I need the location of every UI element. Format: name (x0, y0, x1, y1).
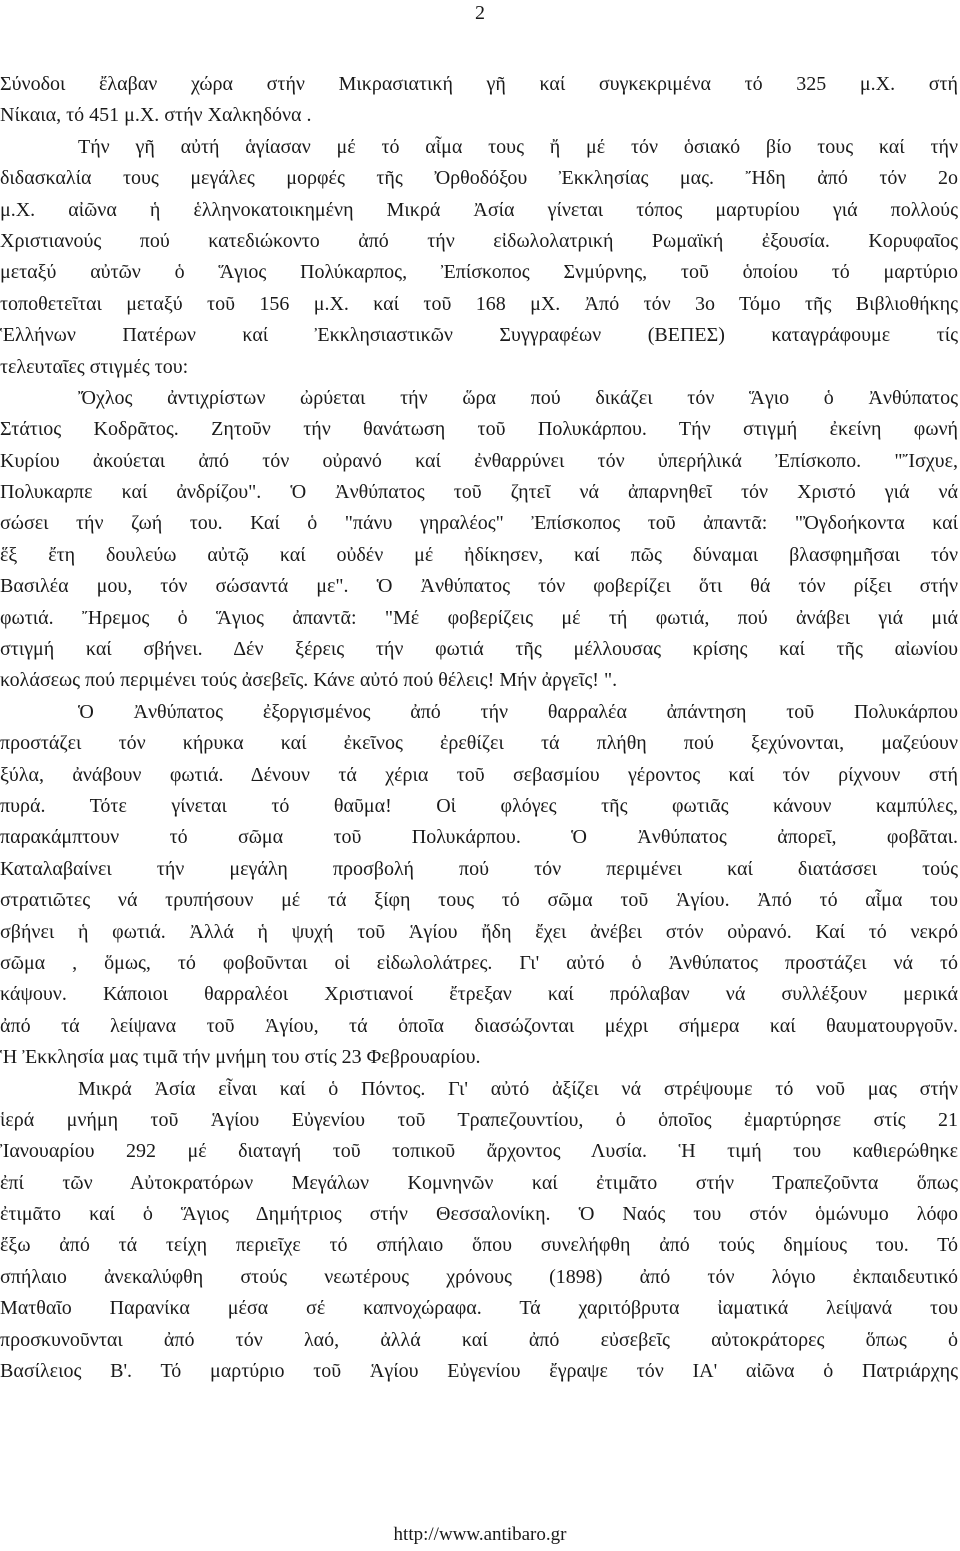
text-line: προστάζει τόν κήρυκα καί ἐκεῖνος ἐρεθίζει τά πλήθη πού ξεχύνονται, μαζεύουν (0, 732, 958, 755)
text-line: Βασίλειος Β'. Τό μαρτύριο τοῦ Ἁγίου Εὐγενίου ἔγραψε τόν ΙΑ' αἰῶνα ὁ Πατριάρχης (0, 1360, 958, 1383)
text-line: σώσει τήν ζωή του. Καί ὁ "πάνυ γηραλέος" Ἐπίσκοπος τοῦ ἀπαντᾶ: "Ὀγδοήκοντα καί (0, 512, 958, 535)
text-line: Κυρίου ἀκούεται ἀπό τόν οὐρανό καί ἐνθαρρύνει τόν ὑπερήλικά Ἐπίσκοπο. "Ἴσχυε, (0, 449, 958, 472)
text-line: παρακάμπτουν τό σῶμα τοῦ Πολυκάρπου. Ὁ Ἀνθύπατος ἀπορεῖ, φοβᾶται. (0, 826, 958, 849)
text-line: προσκυνοῦνται ἀπό τόν λαό, ἀλλά καί ἀπό εὐσεβεῖς αὐτοκράτορες ὅπως ὁ (0, 1328, 958, 1351)
text-line: σπήλαιο ἀνεκαλύφθη στούς νεωτέρους χρόνους (1898) ἀπό τόν λόγιο ἐκπαιδευτικό (0, 1265, 958, 1288)
text-line: ἀπό τά λείψανα τοῦ Ἁγίου, τά ὁποῖα διασώζονται μέχρι σήμερα καί θαυματουργοῦν. (0, 1014, 958, 1037)
text-line: σβήνει ἡ φωτιά. Ἀλλά ἡ ψυχή τοῦ Ἁγίου ἤδη ἔχει ἀνέβει στόν οὐρανό. Καί τό νεκρό (0, 920, 958, 943)
text-line: σῶμα , ὅμως, τό φοβοῦνται οἱ εἰδωλολάτρες. Γι' αὐτό ὁ Ἀνθύπατος προστάζει νά τό (0, 951, 958, 974)
paragraph (0, 1074, 958, 1388)
text-line: ἐπί τῶν Αὐτοκρατόρων Μεγάλων Κομνηνῶν καί ἐτιμᾶτο στήν Τραπεζοῦντα ὅπως (0, 1171, 958, 1194)
text-line: Ἑλλήνων Πατέρων καί Ἐκκλησιαστικῶν Συγγραφέων (ΒΕΠΕΣ) καταγράφουμε τίς (0, 324, 958, 347)
paragraph (0, 383, 958, 697)
text-line: φωτιά. Ἤρεμος ὁ Ἅγιος ἀπαντᾶ: "Μέ φοβερίζεις μέ τή φωτιά, πού ἀνάβει γιά μιά (0, 606, 958, 629)
text-line: Ἡ Ἐκκλησία μας τιμᾶ τήν μνήμη του στίς 23 Φεβρουαρίου. (0, 1046, 481, 1069)
text-line: Καταλαβαίνει τήν μεγάλη προσβολή πού τόν περιμένει καί διατάσσει τούς (0, 857, 958, 880)
paragraph (0, 697, 958, 1074)
text-line: ἐτιμᾶτο καί ὁ Ἅγιος Δημήτριος στήν Θεσσαλονίκη. Ὁ Ναός του στόν ὁμώνυμο λόφο (0, 1203, 958, 1226)
text-line: μ.Χ. αἰῶνα ἡ ἑλληνοκατοικημένη Μικρά Ἀσία γίνεται τόπος μαρτυρίου γιά πολλούς (0, 198, 958, 221)
text-line: Νίκαια, τό 451 μ.Χ. στήν Χαλκηδόνα . (0, 104, 312, 127)
text-line: ξύλα, ἀνάβουν φωτιά. Δένουν τά χέρια τοῦ σεβασμίου γέροντος καί τόν ρίχνουν στή (0, 763, 958, 786)
text-line: Ὁ Ἀνθύπατος ἐξοργισμένος ἀπό τήν θαρραλέα ἀπάντηση τοῦ Πολυκάρπου (78, 700, 958, 723)
page-number: 2 (475, 2, 485, 24)
paragraph (0, 69, 958, 132)
text-line: Μικρά Ἀσία εἶναι καί ὁ Πόντος. Γι' αὐτό ἀξίζει νά στρέψουμε τό νοῦ μας στήν (78, 1077, 958, 1100)
text-line: πυρά. Τότε γίνεται τό θαῦμα! Οἱ φλόγες τῆς φωτιᾶς κάνουν καμπύλες, (0, 794, 958, 817)
text-line: Ἰανουαρίου 292 μέ διαταγή τοῦ τοπικοῦ ἄρχοντος Λυσία. Ἡ τιμή του καθιερώθηκε (0, 1140, 958, 1163)
text-line: κάψουν. Κάποιοι θαρραλέοι Χριστιανοί ἔτρεξαν καί πρόλαβαν νά συλλέξουν μερικά (0, 983, 958, 1006)
text-line: μεταξύ αὐτῶν ὁ Ἅγιος Πολύκαρπος, Ἐπίσκοπος Σνμύρνης, τοῦ ὁποίου τό μαρτύριο (0, 261, 958, 284)
text-line: διδασκαλία τους μεγάλες μορφές τῆς Ὀρθοδόξου Ἐκκλησίας μας. Ἤδη ἀπό τόν 2ο (0, 167, 958, 190)
text-line: Ματθαῖο Παρανίκα μέσα σέ καπνοχώραφα. Τά χαριτόβρυτα ἰαματικά λείψανά του (0, 1297, 958, 1320)
text-line: στρατιῶτες νά τρυπήσουν μέ τά ξίφη τους τό σῶμα τοῦ Ἁγίου. Ἀπό τό αἷμα του (0, 889, 958, 912)
text-line: Ὄχλος ἀντιχρίστων ὠρύεται τήν ὥρα πού δικάζει τόν Ἅγιο ὁ Ἀνθύπατος (78, 386, 958, 409)
text-line: Χριστιανούς πού κατεδιώκοντο ἀπό τήν εἰδωλολατρική Ρωμαϊκή ἐξουσία. Κορυφαῖος (0, 229, 958, 252)
document-body (0, 69, 958, 1387)
text-line: τοποθετεῖται μεταξύ τοῦ 156 μ.Χ. καί τοῦ 168 μΧ. Ἀπό τόν 3ο Τόμο τῆς Βιβλιοθήκης (0, 292, 958, 315)
text-line: Πολυκαρπε καί ἀνδρίζου". Ὁ Ἀνθύπατος τοῦ ζητεῖ νά ἀπαρνηθεῖ τόν Χριστό γιά νά (0, 481, 958, 504)
text-line: Σύνοδοι ἔλαβαν χώρα στήν Μικρασιατική γῆ καί συγκεκριμένα τό 325 μ.Χ. στή (0, 73, 958, 95)
paragraph (0, 132, 958, 383)
text-line: Τήν γῆ αὐτή ἁγίασαν μέ τό αἷμα τους ἤ μέ τόν ὁσιακό βίο τους καί τήν (78, 135, 958, 158)
text-line: Βασιλέα μου, τόν σώσαντά με". Ὁ Ἀνθύπατος τόν φοβερίζει ὅτι θά τόν ρίξει στήν (0, 575, 958, 598)
text-line: ἔξω ἀπό τά τείχη περιεῖχε τό σπήλαιο ὅπου συνελήφθη ἀπό τούς δημίους του. Τό (0, 1234, 958, 1257)
text-line: στιγμή καί σβήνει. Δέν ξέρεις τήν φωτιά τῆς μέλλουσας κρίσης καί τῆς αἰωνίου (0, 638, 958, 661)
text-line: Στάτιος Κοδρᾶτος. Ζητοῦν τήν θανάτωση τοῦ Πολυκάρπου. Τήν στιγμή ἐκείνη φωνή (0, 418, 958, 441)
text-line: ἕξ ἔτη δουλεύω αὐτῷ καί οὐδέν μέ ἠδίκησεν, καί πῶς δύναμαι βλασφημῆσαι τόν (0, 543, 958, 566)
footer-url[interactable]: http://www.antibaro.gr (393, 1524, 567, 1545)
text-line: τελευταῖες στιγμές του: (0, 355, 189, 378)
text-line: κολάσεως πού περιμένει τούς ἀσεβεῖς. Κάνε αὐτό πού θέλεις! Μήν ἀργεῖς! ". (0, 669, 618, 692)
text-line: ἱερά μνήμη τοῦ Ἁγίου Εὐγενίου τοῦ Τραπεζουντίου, ὁ ὁποῖος ἐμαρτύρησε στίς 21 (0, 1108, 958, 1131)
